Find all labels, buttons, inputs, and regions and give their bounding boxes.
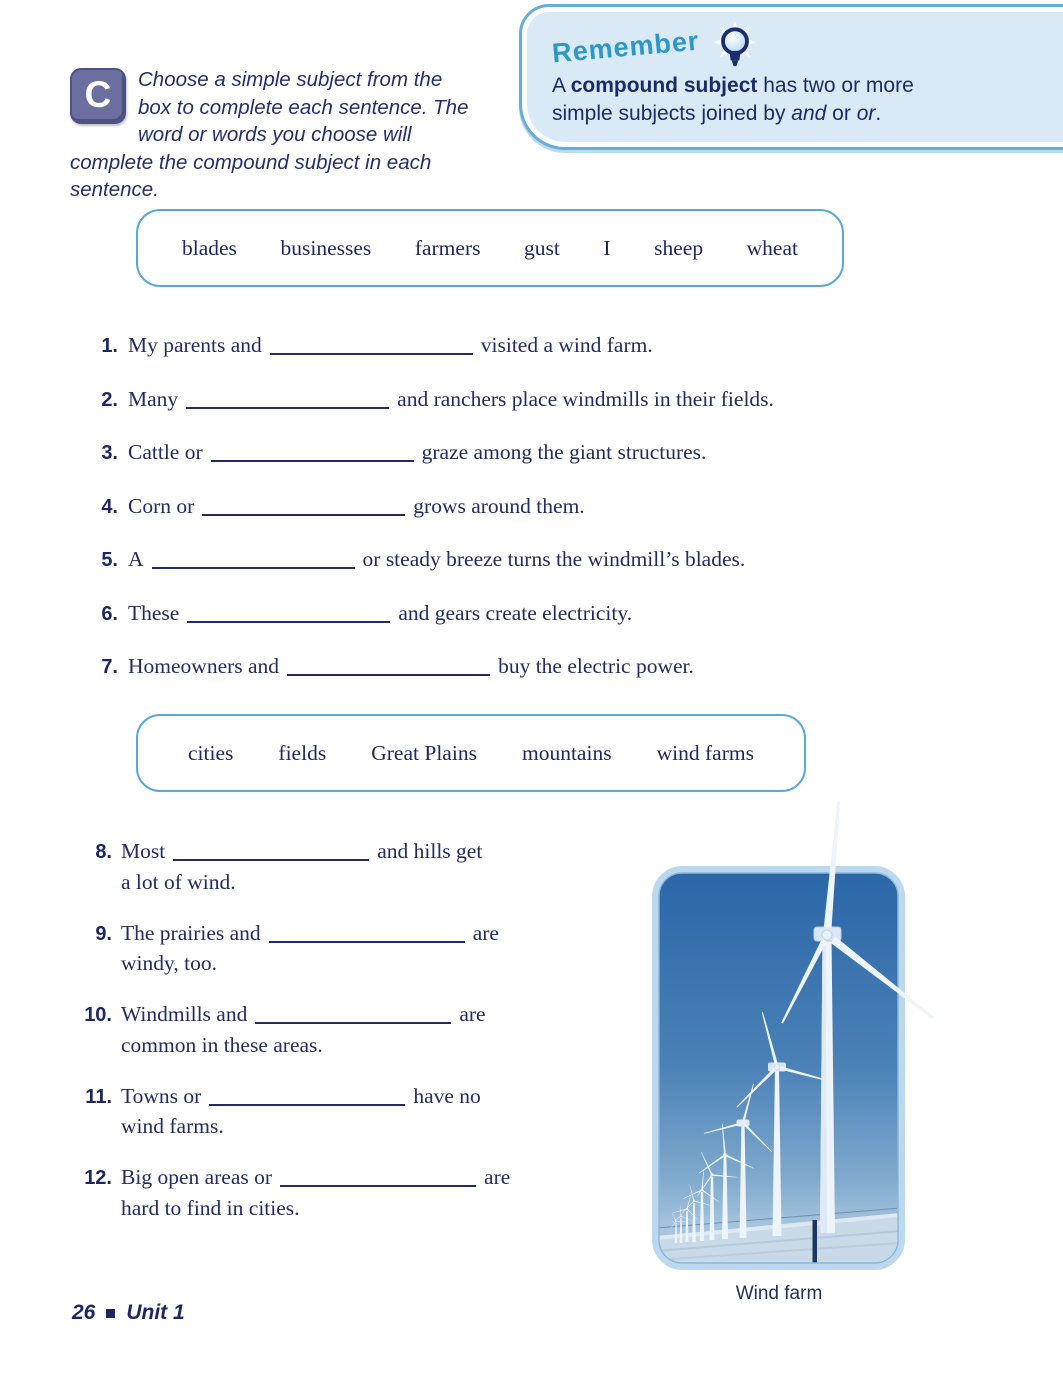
word-bank-2 — [136, 714, 806, 792]
word-bank-word: wheat — [746, 235, 798, 260]
word-bank-1 — [136, 209, 844, 287]
sentence-number: 2. — [101, 388, 118, 411]
word-bank-word: wind farms — [656, 740, 754, 765]
exercise-instructions — [70, 66, 478, 204]
sentence-number: 1. — [101, 335, 118, 357]
wind-farm-photo — [600, 780, 980, 1320]
sentence-item-11: 11. Towns or have no wind farms. — [72, 1082, 652, 1142]
sentence-number: 12. — [84, 1167, 112, 1189]
sentence-number: 10. — [84, 1004, 112, 1026]
answer-blank-1[interactable] — [270, 340, 473, 355]
sentence-item-12: 12. Big open areas or are hard to find in cities. — [72, 1163, 652, 1223]
word-bank-word: mountains — [521, 740, 612, 765]
sentence-number: 8. — [95, 841, 112, 863]
unit-label: Unit 1 — [126, 1301, 185, 1324]
answer-blank-7[interactable] — [287, 661, 490, 676]
sentence-list-2 — [72, 837, 652, 1245]
sentence-item-9: 9. The prairies and are windy, too. — [72, 919, 652, 979]
word-bank-word: fields — [278, 740, 327, 765]
answer-blank-9[interactable] — [269, 928, 465, 943]
remember-title: Remember — [550, 25, 701, 68]
answer-blank-4[interactable] — [202, 501, 405, 516]
sentence-item-6: 6. These and gears create electricity. — [84, 598, 984, 631]
sentence-item-5: 5. A or steady breeze turns the windmill’s blades. — [84, 544, 984, 577]
answer-blank-2[interactable] — [186, 394, 389, 409]
word-bank-word: Great Plains — [371, 740, 477, 765]
sentence-number: 11. — [85, 1085, 112, 1108]
sentence-number: 4. — [101, 495, 118, 518]
footer-separator-square — [106, 1309, 115, 1318]
sentence-item-10: 10. Windmills and are common in these areas. — [72, 1000, 652, 1060]
answer-blank-11[interactable] — [209, 1091, 405, 1106]
answer-blank-6[interactable] — [187, 608, 390, 623]
figure-caption: Wind farm — [735, 1283, 823, 1304]
page-footer — [72, 1301, 185, 1325]
word-bank-word: I — [603, 235, 611, 260]
word-bank-word: cities — [188, 740, 234, 765]
lightbulb-icon — [712, 21, 758, 73]
sentence-item-8: 8. Most and hills get a lot of wind. — [72, 837, 652, 897]
instructions-text: Choose a simple subject from the box to complete each sentence. The word or words you choose will complete the compound subject in each sentence. — [70, 68, 469, 201]
remember-text: A compound subject has two or more simple subjects joined by and or or. — [552, 74, 914, 125]
answer-blank-10[interactable] — [255, 1009, 451, 1024]
sentence-number: 7. — [101, 656, 118, 678]
sentence-number: 5. — [101, 549, 118, 571]
answer-blank-8[interactable] — [173, 846, 369, 861]
word-bank-word: blades — [182, 235, 237, 260]
answer-blank-3[interactable] — [211, 447, 414, 462]
sentence-item-2: 2. Many and ranchers place windmills in their fields. — [84, 384, 984, 417]
remember-callout — [519, 4, 1063, 150]
sentence-number: 9. — [95, 922, 112, 945]
word-bank-word: farmers — [414, 235, 481, 260]
sentence-item-7: 7. Homeowners and buy the electric power. — [84, 651, 984, 684]
answer-blank-12[interactable] — [280, 1172, 476, 1187]
word-bank-word: sheep — [654, 235, 704, 260]
sentence-item-4: 4. Corn or grows around them. — [84, 491, 984, 524]
exercise-letter-badge: C — [70, 68, 126, 124]
sentence-item-1: 1. My parents and visited a wind farm. — [84, 330, 984, 363]
sentence-number: 3. — [101, 442, 118, 464]
word-bank-word: gust — [524, 235, 560, 260]
answer-blank-5[interactable] — [152, 554, 355, 569]
word-bank-word: businesses — [280, 235, 372, 260]
page-number: 26 — [72, 1301, 96, 1324]
sentence-list-1 — [84, 330, 984, 705]
sentence-item-3: 3. Cattle or graze among the giant structures. — [84, 437, 984, 470]
sentence-number: 6. — [101, 602, 118, 625]
